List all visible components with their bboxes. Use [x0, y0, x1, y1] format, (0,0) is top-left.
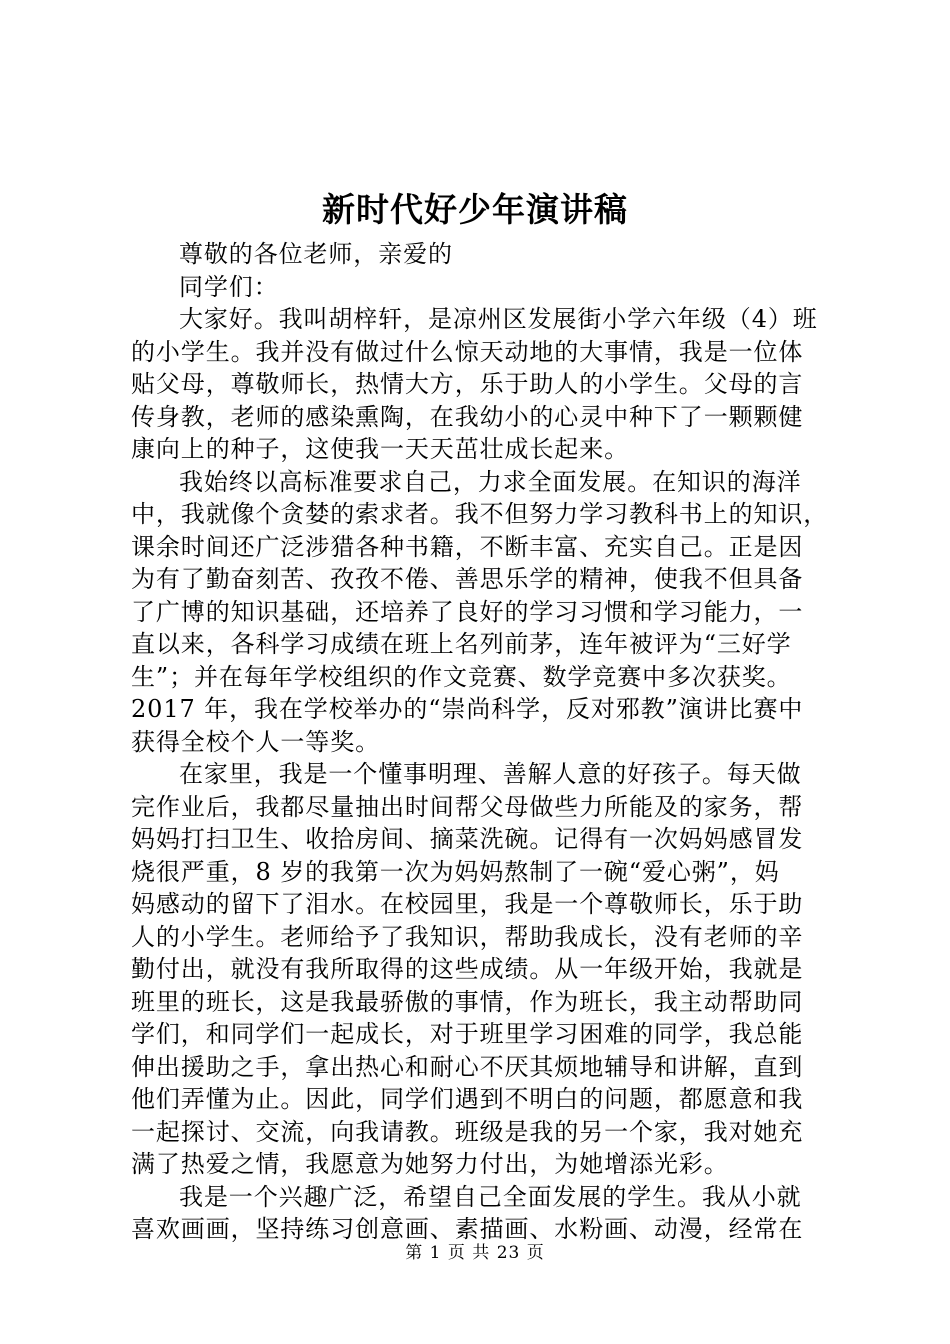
text-line: 为有了勤奋刻苦、孜孜不倦、善思乐学的精神，使我不但具备 — [131, 565, 804, 593]
text-line: 喜欢画画，坚持练习创意画、素描画、水粉画、动漫，经常在 — [131, 1215, 804, 1243]
text-line: 传身教，老师的感染熏陶，在我幼小的心灵中种下了一颗颗健 — [131, 402, 804, 431]
text-line: 一起探讨、交流，向我请教。班级是我的另一个家，我对她充 — [131, 1117, 804, 1146]
text-line: 完作业后，我都尽量抽出时间帮父母做些力所能及的家务，帮 — [131, 792, 804, 821]
text-line: 勤付出，就没有我所取得的这些成绩。从一年级开始，我就是 — [131, 955, 804, 983]
text-line: 烧很严重，8 岁的我第一次为妈妈熬制了一碗“爱心粥”，妈 — [131, 857, 780, 886]
text-line: 在家里，我是一个懂事明理、善解人意的好孩子。每天做 — [179, 760, 802, 788]
text-line: 了广博的知识基础，还培养了良好的学习习惯和学习能力，一 — [131, 597, 804, 626]
text-line: 人的小学生。老师给予了我知识，帮助我成长，没有老师的辛 — [131, 922, 804, 951]
document-title: 新时代好少年演讲稿 — [322, 190, 628, 229]
text-line: 贴父母，尊敬师长，热情大方，乐于助人的小学生。父母的言 — [131, 370, 804, 398]
text-line: 学们，和同学们一起成长，对于班里学习困难的同学，我总能 — [131, 1020, 804, 1048]
document-body — [131, 238, 833, 1246]
text-line: 尊敬的各位老师，亲爱的 — [179, 240, 453, 268]
text-line: 课余时间还广泛涉猎各种书籍，不断丰富、充实自己。正是因 — [131, 532, 804, 561]
text-line: 获得全校个人一等奖。 — [131, 727, 380, 756]
text-line: 2017 年，我在学校举办的“崇尚科学，反对邪教”演讲比赛中 — [131, 695, 804, 723]
text-line: 的小学生。我并没有做过什么惊天动地的大事情，我是一位体 — [131, 337, 804, 366]
text-line: 我始终以高标准要求自己，力求全面发展。在知识的海洋 — [179, 467, 802, 496]
text-line: 同学们： — [179, 272, 279, 301]
text-line: 他们弄懂为止。因此，同学们遇到不明白的问题，都愿意和我 — [131, 1085, 804, 1113]
text-line: 妈感动的留下了泪水。在校园里，我是一个尊敬师长，乐于助 — [131, 890, 804, 918]
text-line: 班里的班长，这是我最骄傲的事情，作为班长，我主动帮助同 — [131, 987, 804, 1016]
text-line: 妈妈打扫卫生、收拾房间、摘菜洗碗。记得有一次妈妈感冒发 — [131, 825, 804, 853]
text-line: 大家好。我叫胡梓轩，是凉州区发展街小学六年级（4）班 — [179, 305, 818, 333]
text-line: 中，我就像个贪婪的索求者。我不但努力学习教科书上的知识， — [131, 500, 829, 528]
text-line: 康向上的种子，这使我一天天茁壮成长起来。 — [131, 435, 629, 463]
text-line: 满了热爱之情，我愿意为她努力付出，为她增添光彩。 — [131, 1150, 729, 1178]
text-line: 直以来，各科学习成绩在班上名列前茅，连年被评为“三好学 — [131, 630, 792, 658]
text-line: 我是一个兴趣广泛，希望自己全面发展的学生。我从小就 — [179, 1182, 802, 1211]
text-line: 伸出援助之手，拿出热心和耐心不厌其烦地辅导和讲解，直到 — [131, 1052, 804, 1081]
page-footer: 第 1 页 共 23 页 — [405, 1243, 545, 1263]
text-line: 生”；并在每年学校组织的作文竞赛、数学竞赛中多次获奖。 — [131, 662, 792, 691]
